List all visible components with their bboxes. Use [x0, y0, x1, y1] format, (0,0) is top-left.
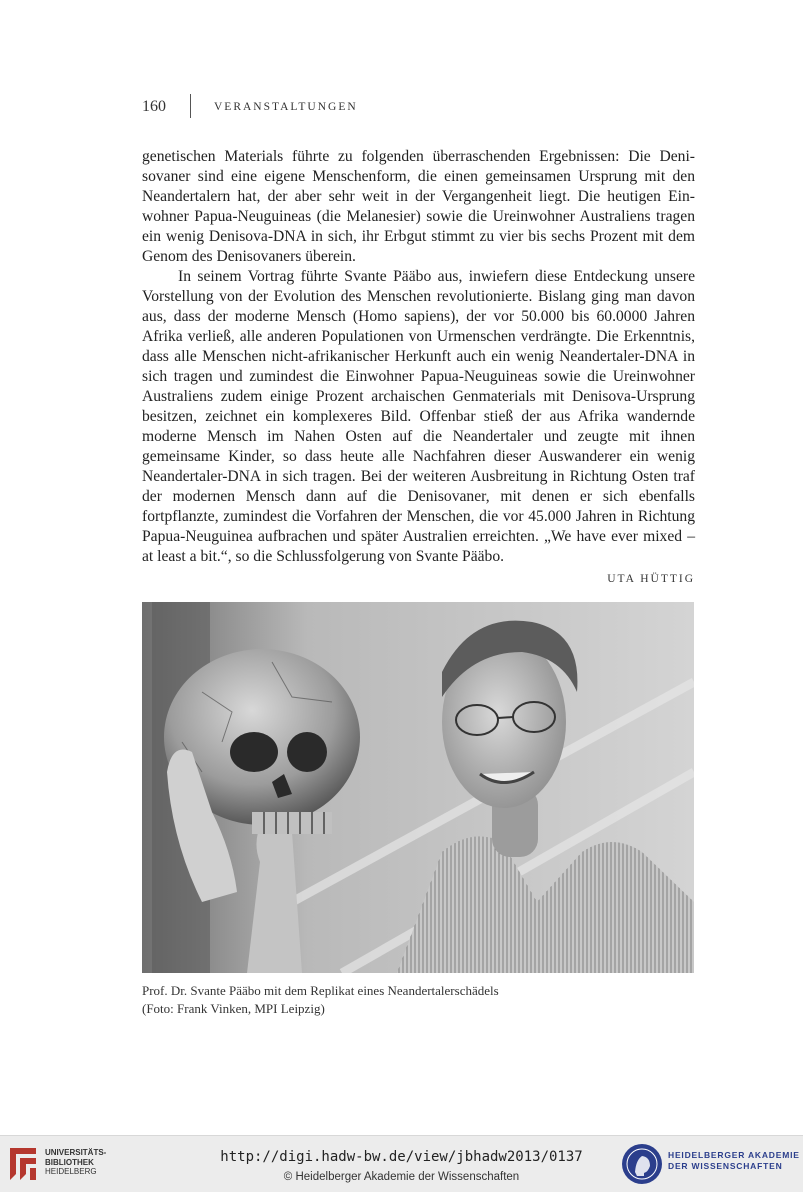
header-divider: [190, 94, 191, 118]
portrait-photo: [142, 602, 694, 973]
article-body: [142, 147, 695, 567]
permalink-url[interactable]: http://digi.hadw-bw.de/view/jbhadw2013/0137: [220, 1149, 583, 1165]
academy-name: [668, 1150, 800, 1172]
viewer-footer: [0, 1135, 803, 1192]
academy-seal-icon: [620, 1142, 664, 1186]
caption-line: Prof. Dr. Svante Pääbo mit dem Replikat eines Neandertalerschädels: [142, 983, 499, 998]
photo-illustration: [142, 602, 694, 973]
academy-name-line: HEIDELBERGER AKADEMIE: [668, 1150, 800, 1160]
page-number: 160: [142, 98, 166, 115]
academy-logo[interactable]: [620, 1142, 800, 1186]
library-name-line: BIBLIOTHEK: [45, 1157, 94, 1167]
author-byline: UTA HÜTTIG: [607, 573, 695, 585]
paragraph: In seinem Vortrag führte Svante Pääbo aus, inwiefern diese Entdeckung unsere Vorstellung von der Evolution des Menschen revolutionierte. Bislang ging man davon aus, dass der moderne Mensch (Homo sapiens), der vor 50.000 bis 60.0000 Jahren Afrika verließ, alle anderen Populationen von Urmenschen verdrängte. Die Erkenntnis, dass alle Menschen nicht-afrikanischer Herkunft auch ein wenig Neandertaler-DNA in sich tragen und zumindest die Einwohner Papua-Neuguineas sowie die Ureinwohner Australiens zudem einige Prozent archaischen Genmaterials mit Denisova-Ursprung besitzen, zeichnet ein komplexeres Bild. Offenbar stieß der aus Afrika wandernde moderne Mensch im Nahen Osten auf die Neandertaler und zeugte mit ihnen gemeinsame Kinder, so dass heute alle Nachfahren dieser Auswanderer ein wenig Neandertaler-DNA in sich tragen. Bei der weiteren Ausbreitung in Richtung Osten traf der modernen Mensch dann auf die Denisovaner, mit denen er sich ebenfalls fortpflanzte, zumindest die Vorfahren der Menschen, die vor 45.000 Jahren in Richtung Papua-Neuguinea aufbrachen und später Australien erreichten. „We have ever mixed – at least a bit.“, so die Schlussfolgerung von Svante Pääbo.: [142, 268, 695, 565]
copyright-notice: © Heidelberger Akademie der Wissenschaften: [283, 1171, 520, 1183]
academy-name-line: DER WISSENSCHAFTEN: [668, 1161, 783, 1171]
caption-credit: (Foto: Frank Vinken, MPI Leipzig): [142, 1001, 325, 1016]
paragraph: genetischen Materials führte zu folgenden überraschenden Ergebnissen: Die Denisovaner sind eine eigene Menschenform, die einen gemeinsamen Ursprung mit den Neandertalern hat, der aber sehr weit in der Vergangenheit liegt. Die heutigen Einwohner Papua-Neuguineas (die Melanesier) sowie die Ureinwohner Australiens tragen ein wenig Denisova-DNA in sich, ihr Erbgut stimmt zu vier bis sechs Prozent mit dem Genom des Denisovaners überein.: [142, 148, 695, 265]
figure-caption: [142, 982, 695, 1018]
library-name-line: UNIVERSITÄTS-: [45, 1148, 107, 1157]
library-name-line: HEIDELBERG: [45, 1167, 97, 1176]
section-title: VERANSTALTUNGEN: [214, 101, 358, 113]
